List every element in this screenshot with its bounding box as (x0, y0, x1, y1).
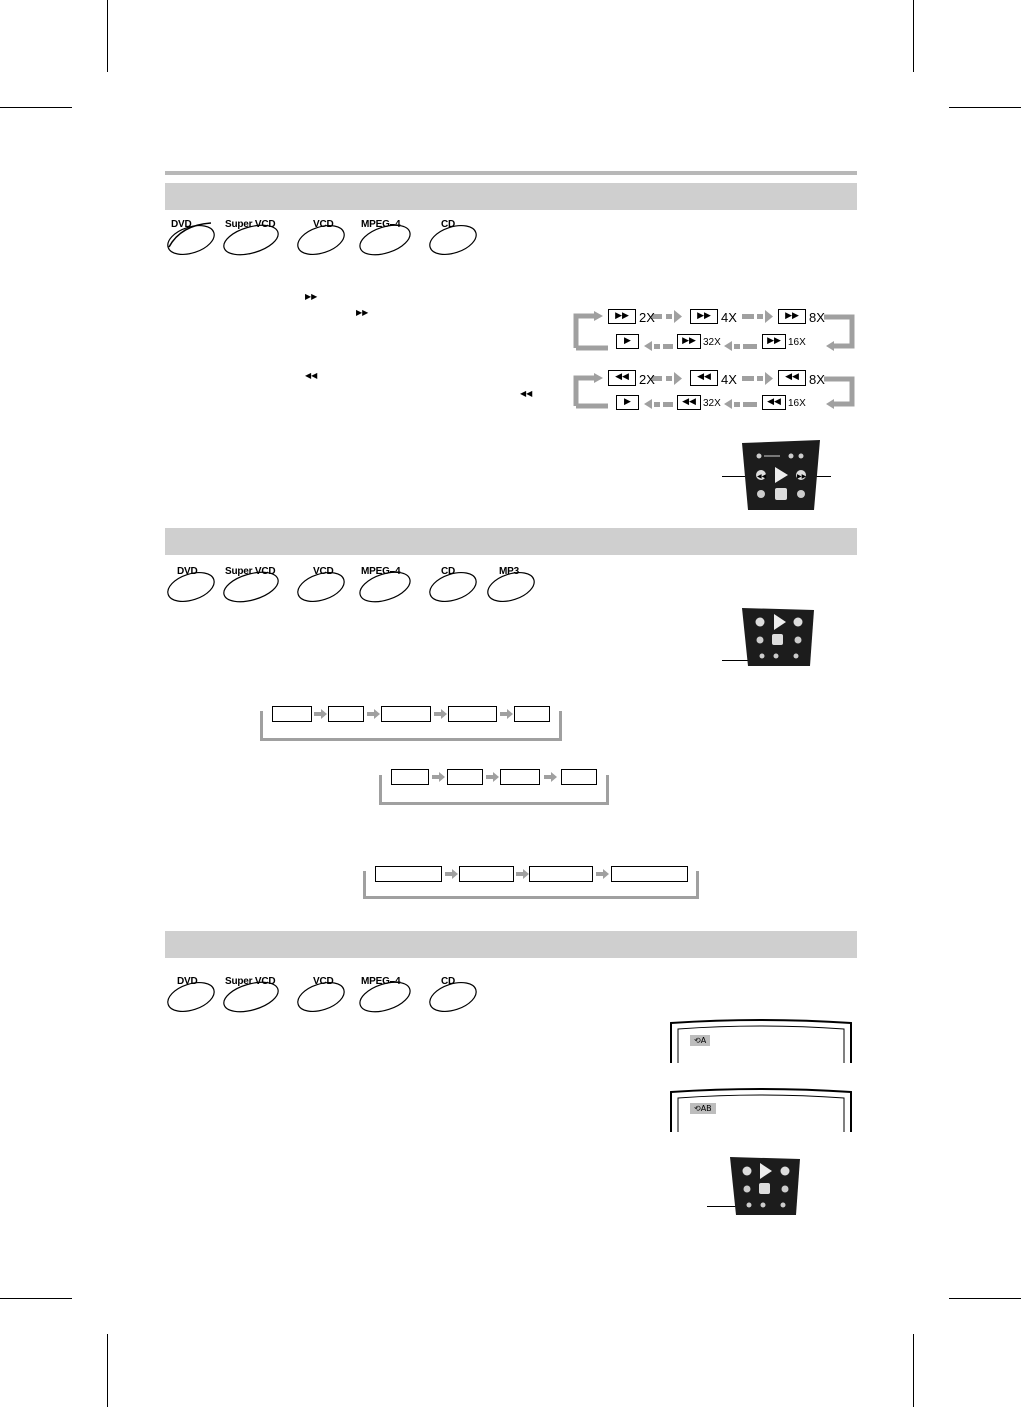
osd-label: A (700, 1036, 707, 1045)
disc-badge-vcd (295, 564, 351, 604)
fast-reverse-icon: ◀◀ (520, 389, 533, 398)
arrow-right-icon (500, 709, 513, 719)
speed-label: 32X (703, 398, 721, 409)
repeat-mode-box (500, 769, 540, 785)
disc-label: MPEG–4 (361, 219, 401, 230)
disc-badge-dvd (165, 564, 221, 604)
crop-mark (913, 1334, 914, 1407)
fast-forward-icon: ▶▶ (690, 309, 718, 324)
fast-reverse-icon: ◀◀ (305, 371, 318, 380)
disc-label: MPEG–4 (361, 566, 401, 577)
speed-label: 2X (639, 310, 655, 325)
section-header-repeat (165, 528, 857, 555)
crop-mark (913, 0, 914, 72)
remote-control-repeat-key (742, 608, 814, 666)
crop-mark (949, 1298, 1021, 1299)
disc-label: DVD (171, 219, 192, 230)
fast-reverse-icon: ◀◀ (778, 370, 806, 386)
arrow-right-icon (434, 709, 447, 719)
disc-label: CD (441, 219, 456, 230)
disc-label: Super VCD (225, 219, 276, 230)
osd-repeat-ab-badge (690, 1103, 716, 1114)
repeat-icon: ⟲ (694, 1036, 701, 1045)
disc-label: Super VCD (225, 976, 276, 987)
play-icon: ▶ (616, 334, 639, 349)
disc-badge-cd (427, 564, 483, 604)
fast-forward-icon: ▶▶ (356, 308, 369, 317)
svg-text:◀◀: ◀◀ (757, 473, 767, 480)
disc-badge-mpeg4 (355, 217, 419, 257)
disc-badge-mp3 (485, 564, 541, 604)
arrow-right-icon (516, 869, 529, 879)
arrow-right-icon (486, 772, 499, 782)
svg-text:▶▶: ▶▶ (797, 473, 807, 480)
repeat-mode-box (375, 866, 442, 882)
remote-control-transport-keys (742, 440, 820, 510)
arrow-right-icon (445, 869, 458, 879)
disc-badge-super-vcd (219, 974, 289, 1014)
crop-mark (107, 1334, 108, 1407)
arrow-right-icon (432, 772, 445, 782)
section-header-ab-repeat (165, 931, 857, 958)
speed-label: 32X (703, 337, 721, 348)
disc-badge-mpeg4 (355, 564, 419, 604)
repeat-mode-box (529, 866, 593, 882)
repeat-mode-box (447, 769, 483, 785)
disc-label: CD (441, 566, 456, 577)
crop-mark (949, 107, 1021, 108)
speed-label: 8X (809, 310, 825, 325)
repeat-mode-box (561, 769, 597, 785)
arrow-right-icon (544, 772, 557, 782)
disc-label: MPEG–4 (361, 976, 401, 987)
disc-badge-vcd (295, 217, 351, 257)
speed-label: 4X (721, 310, 737, 325)
repeat-mode-box (448, 706, 497, 722)
speed-label: 16X (788, 398, 806, 409)
repeat-mode-box (272, 706, 312, 722)
fast-forward-icon: ▶▶ (608, 309, 636, 324)
arrow-right-icon (314, 709, 327, 719)
speed-label: 16X (788, 337, 806, 348)
fast-forward-icon: ▶▶ (305, 292, 318, 301)
crop-mark (107, 0, 108, 72)
repeat-mode-box (459, 866, 514, 882)
top-rule (165, 171, 857, 175)
repeat-mode-box (328, 706, 364, 722)
disc-label: VCD (313, 219, 334, 230)
repeat-mode-box (611, 866, 688, 882)
fast-forward-icon: ▶▶ (778, 309, 806, 324)
disc-label: DVD (177, 976, 198, 987)
fast-reverse-icon: ◀◀ (762, 395, 786, 410)
disc-badge-cd (427, 974, 483, 1014)
crop-mark (0, 107, 72, 108)
disc-badge-mpeg4 (355, 974, 419, 1014)
disc-label: MP3 (499, 566, 519, 577)
disc-badge-cd (427, 217, 483, 257)
fast-forward-icon: ▶▶ (677, 334, 701, 349)
crop-mark (0, 1298, 72, 1299)
fast-reverse-icon: ◀◀ (677, 395, 701, 410)
disc-label: VCD (313, 566, 334, 577)
fast-forward-icon: ▶▶ (762, 334, 786, 349)
disc-badge-super-vcd (219, 217, 289, 257)
speed-label: 8X (809, 372, 825, 387)
osd-label: AB (700, 1104, 712, 1113)
fast-reverse-icon: ◀◀ (608, 370, 636, 386)
disc-badge-dvd (165, 974, 221, 1014)
osd-repeat-a-badge (690, 1035, 710, 1046)
disc-label: Super VCD (225, 566, 276, 577)
section-header-fast-scan (165, 183, 857, 210)
disc-label: CD (441, 976, 456, 987)
repeat-mode-box (381, 706, 431, 722)
play-icon: ▶ (616, 395, 639, 410)
repeat-mode-box (514, 706, 550, 722)
disc-badge-dvd (165, 217, 221, 257)
speed-label: 2X (639, 372, 655, 387)
repeat-mode-box (391, 769, 429, 785)
arrow-right-icon (596, 869, 609, 879)
repeat-icon: ⟲ (694, 1104, 701, 1113)
disc-label: DVD (177, 566, 198, 577)
disc-badge-super-vcd (219, 564, 289, 604)
fast-reverse-speed-diagram (570, 368, 860, 418)
fast-forward-speed-diagram (570, 306, 860, 356)
speed-label: 4X (721, 372, 737, 387)
remote-control-ab-key (730, 1157, 800, 1215)
disc-badge-vcd (295, 974, 351, 1014)
disc-label: VCD (313, 976, 334, 987)
fast-reverse-icon: ◀◀ (690, 370, 718, 386)
arrow-right-icon (367, 709, 380, 719)
